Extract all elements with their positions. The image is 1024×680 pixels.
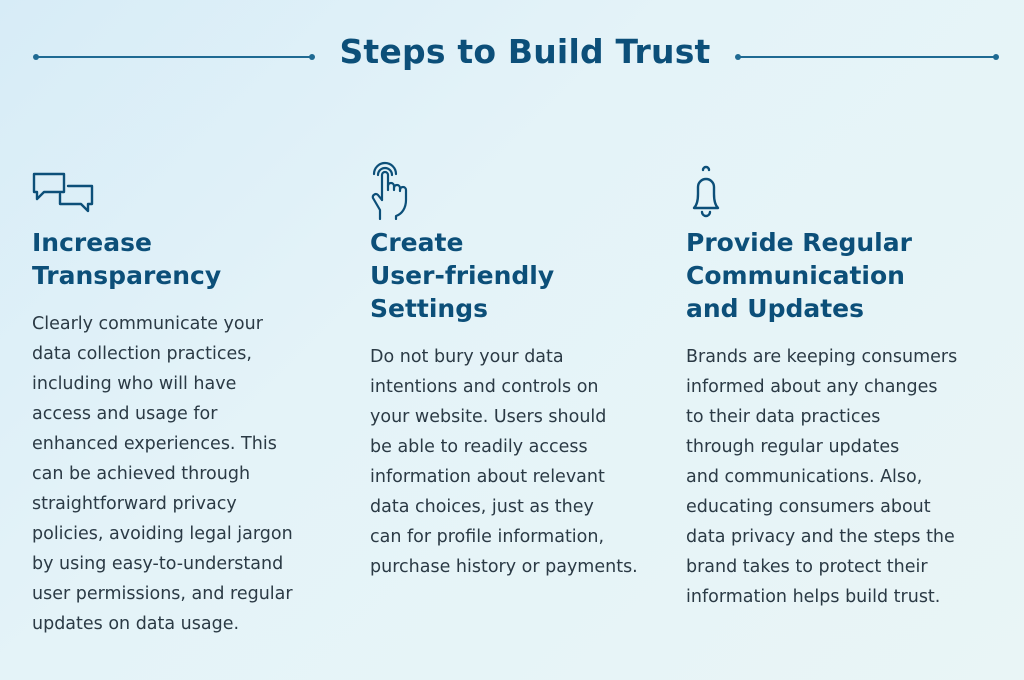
heading-line: User-friendly <box>370 261 555 290</box>
description-line: data collection practices, <box>32 344 252 364</box>
step-description <box>32 309 332 639</box>
description-line: and communications. Also, <box>686 467 923 487</box>
description-line: Brands are keeping consumers <box>686 347 958 367</box>
step-increase-transparency <box>32 160 332 639</box>
heading-line: Provide Regular <box>686 228 912 257</box>
description-line: user permissions, and regular <box>32 584 293 604</box>
description-line: data choices, just as they <box>370 497 594 517</box>
description-line: educating consumers about <box>686 497 931 517</box>
description-line: your website. Users should <box>370 407 607 427</box>
step-regular-communication <box>686 160 1006 612</box>
step-description <box>686 342 1006 612</box>
description-line: enhanced experiences. This <box>32 434 277 454</box>
description-line: through regular updates <box>686 437 900 457</box>
description-line: Clearly communicate your <box>32 314 263 334</box>
description-line: can be achieved through <box>32 464 251 484</box>
heading-line: Communication <box>686 261 905 290</box>
page-title: Steps to Build Trust <box>339 32 711 71</box>
heading-line: Settings <box>370 294 489 323</box>
step-heading <box>370 226 670 325</box>
step-heading <box>32 226 332 292</box>
title-divider-right <box>738 56 996 58</box>
description-line: information about relevant <box>370 467 605 487</box>
description-line: brand takes to protect their <box>686 557 928 577</box>
title-divider-left <box>36 56 312 58</box>
heading-line: Create <box>370 228 464 257</box>
description-line: intentions and controls on <box>370 377 599 397</box>
heading-line: Transparency <box>32 261 222 290</box>
description-line: including who will have <box>32 374 237 394</box>
description-line: data privacy and the steps the <box>686 527 955 547</box>
description-line: straightforward privacy <box>32 494 237 514</box>
description-line: policies, avoiding legal jargon <box>32 524 293 544</box>
hand-tap-icon <box>370 160 670 220</box>
description-line: be able to readily access <box>370 437 588 457</box>
heading-line: Increase <box>32 228 152 257</box>
description-line: by using easy-to-understand <box>32 554 284 574</box>
description-line: purchase history or payments. <box>370 557 638 577</box>
description-line: can for profile information, <box>370 527 605 547</box>
chat-bubbles-icon <box>32 160 332 220</box>
description-line: updates on data usage. <box>32 614 240 634</box>
description-line: informed about any changes <box>686 377 938 397</box>
step-heading <box>686 226 1006 325</box>
description-line: access and usage for <box>32 404 218 424</box>
heading-line: and Updates <box>686 294 865 323</box>
bell-icon <box>686 160 1006 220</box>
description-line: information helps build trust. <box>686 587 941 607</box>
header <box>0 28 1024 88</box>
step-user-friendly-settings <box>370 160 670 582</box>
description-line: Do not bury your data <box>370 347 564 367</box>
step-description <box>370 342 670 582</box>
description-line: to their data practices <box>686 407 881 427</box>
